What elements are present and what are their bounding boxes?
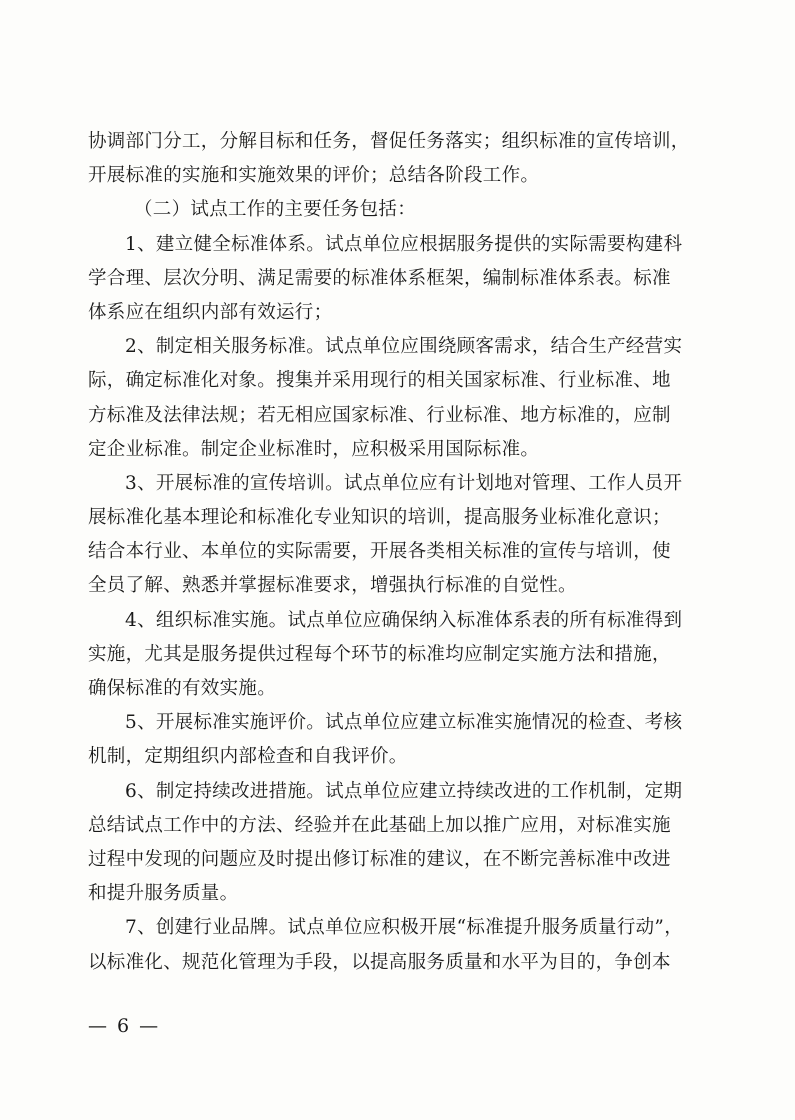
text-line: 实施，尤其是服务提供过程每个环节的标准均应制定实施方法和措施， xyxy=(88,643,671,665)
text-line: 结合本行业、本单位的实际需要，开展各类相关标准的宣传与培训，使 xyxy=(88,541,671,563)
text-line: 际，确定标准化对象。搜集并采用现行的相关国家标准、行业标准、地 xyxy=(88,370,671,392)
text-line: 学合理、层次分明、满足需要的标准体系框架，编制标准体系表。标准 xyxy=(88,267,671,289)
text-line: 和提升服务质量。 xyxy=(88,883,239,905)
text-line: 展标准化基本理论和标准化专业知识的培训，提高服务业标准化意识； xyxy=(88,507,671,529)
text-line: 总结试点工作中的方法、经验并在此基础上加以推广应用，对标准实施 xyxy=(88,814,671,836)
paragraph-start: 2、制定相关服务标准。试点单位应围绕顾客需求，结合生产经营实 xyxy=(125,336,683,358)
text-line: 以标准化、规范化管理为手段，以提高服务质量和水平为目的，争创本 xyxy=(88,951,671,973)
text-line: 全员了解、熟悉并掌握标准要求，增强执行标准的自觉性。 xyxy=(88,575,577,597)
text-line: 确保标准的有效实施。 xyxy=(88,678,277,699)
text-line: 方标准及法律法规；若无相应国家标准、行业标准、地方标准的，应制 xyxy=(88,404,671,426)
paragraph-start: 6、制定持续改进措施。试点单位应建立持续改进的工作机制，定期 xyxy=(125,780,683,802)
paragraph-start: 5、开展标准实施评价。试点单位应建立标准实施情况的检查、考核 xyxy=(125,712,683,734)
text-line: 过程中发现的问题应及时提出修订标准的建议，在不断完善标准中改进 xyxy=(88,848,671,870)
paragraph-start: 4、组织标准实施。试点单位应确保纳入标准体系表的所有标准得到 xyxy=(125,609,683,631)
body-text xyxy=(88,125,688,980)
text-line: 定企业标准。制定企业标准时，应积极采用国际标准。 xyxy=(88,438,540,460)
paragraph-start: 1、建立健全标准体系。试点单位应根据服务提供的实际需要构建科 xyxy=(125,233,683,255)
text-line: 开展标准的实施和实施效果的评价；总结各阶段工作。 xyxy=(88,165,540,187)
section-heading: （二）试点工作的主要任务包括： xyxy=(134,199,417,221)
paragraph-start: 3、开展标准的宣传培训。试点单位应有计划地对管理、工作人员开 xyxy=(125,472,683,494)
text-line: 体系应在组织内部有效运行； xyxy=(88,301,333,323)
text-line: 机制，定期组织内部检查和自我评价。 xyxy=(88,746,408,768)
page-number: — 6 — xyxy=(88,1015,161,1037)
paragraph-start: 7、创建行业品牌。试点单位应积极开展“标准提升服务质量行动”， xyxy=(125,917,683,939)
text-line: 协调部门分工，分解目标和任务，督促任务落实；组织标准的宣传培训， xyxy=(88,131,690,152)
